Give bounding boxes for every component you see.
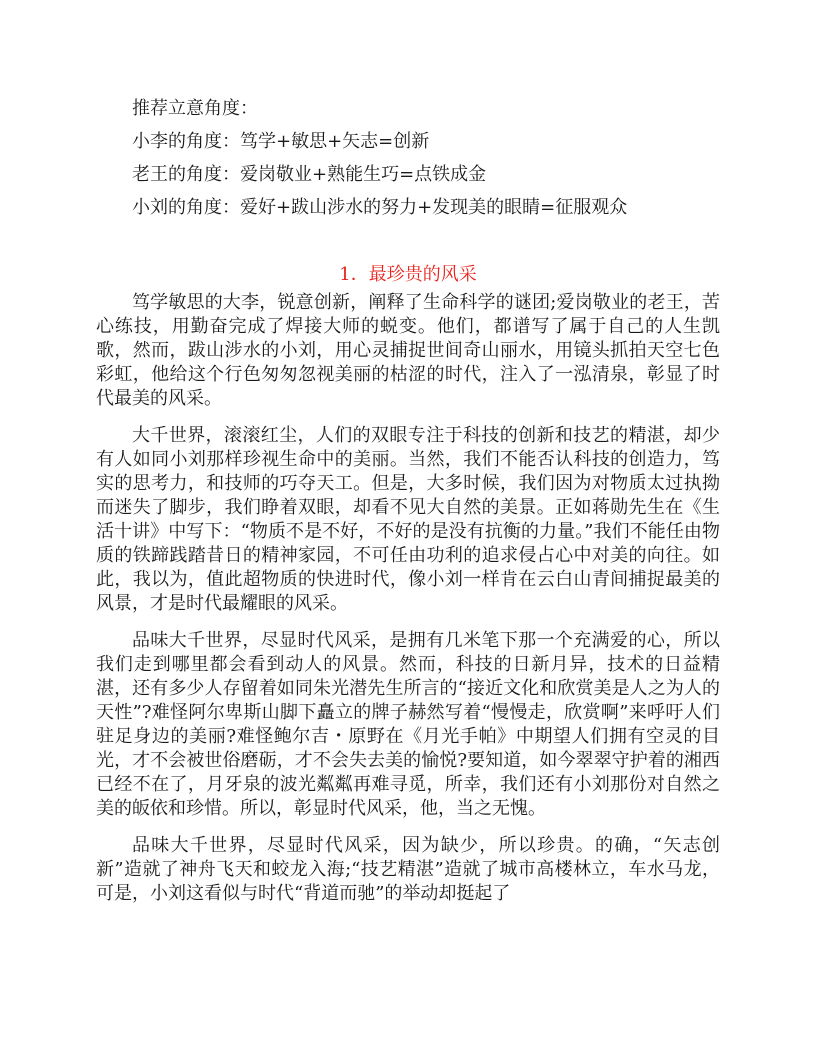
essay-body [96,291,720,919]
paragraph: 品味大千世界，尽显时代风采，因为缺少，所以珍贵。的确，“矢志创新”造就了神舟飞天和蛟龙入海;“技艺精湛”造就了城市高楼林立，车水马龙，可是，小刘这看似与时代“背道而驰”的举动却挺起了 [96,835,720,904]
paragraph: 品味大千世界，尽显时代风采，是拥有几米笔下那一个充满爱的心，所以我们走到哪里都会看到动人的风景。然而，科技的日新月异，技术的日益精湛，还有多少人存留着如同朱光潜先生所言的“接近文化和欣赏美是人之为人的天性”?难怪阿尔卑斯山脚下矗立的牌子赫然写着“慢慢走，欣赏啊”来呼吁人们驻足身边的美丽?难怪鲍尔吉・原野在《月光手帕》中期望人们拥有空灵的目光，才不会被世俗磨砺，才不会失去美的愉悦?要知道，如今翠翠守护着的湘西已经不在了，月牙泉的波光粼粼再难寻觅，所幸，我们还有小刘那份对自然之美的皈依和珍惜。所以，彰显时代风采，他，当之无愧。 [96,630,720,819]
intro-section [132,92,732,224]
essay-title: 1．最珍贵的风采 [339,264,477,285]
intro-line-laowang: 老王的角度：爱岗敬业+熟能生巧=点铁成金 [132,164,487,185]
intro-line-xiaoliu: 小刘的角度：爱好+跋山涉水的努力+发现美的眼睛=征服观众 [132,197,628,218]
paragraph: 笃学敏思的大李，锐意创新，阐释了生命科学的谜团;爱岗敬业的老王，苦心练技，用勤奋完成了焊接大师的蜕变。他们，都谱写了属于自己的人生凯歌，然而，跋山涉水的小刘，用心灵捕捉世间奇山丽水，用镜头抓拍天空七色彩虹，他给这个行色匆匆忽视美丽的枯涩的时代，注入了一泓清泉，彰显了时代最美的风采。 [96,292,720,409]
intro-line-xiaoli: 小李的角度：笃学+敏思+矢志=创新 [132,131,430,152]
intro-heading: 推荐立意角度： [132,98,258,119]
paragraph: 大千世界，滚滚红尘，人们的双眼专注于科技的创新和技艺的精湛，却少有人如同小刘那样珍视生命中的美丽。当然，我们不能否认科技的创造力，笃实的思考力，和技师的巧夺天工。但是，大多时候，我们因为对物质太过执拗而迷失了脚步，我们睁着双眼，却看不见大自然的美景。正如蒋勋先生在《生活十讲》中写下：“物质不是不好，不好的是没有抗衡的力量。”我们不能任由物质的铁蹄践踏昔日的精神家园，不可任由功利的追求侵占心中对美的向往。如此，我以为，值此超物质的快进时代，像小刘一样肯在云白山青间捕捉最美的风景，才是时代最耀眼的风采。 [96,425,720,614]
